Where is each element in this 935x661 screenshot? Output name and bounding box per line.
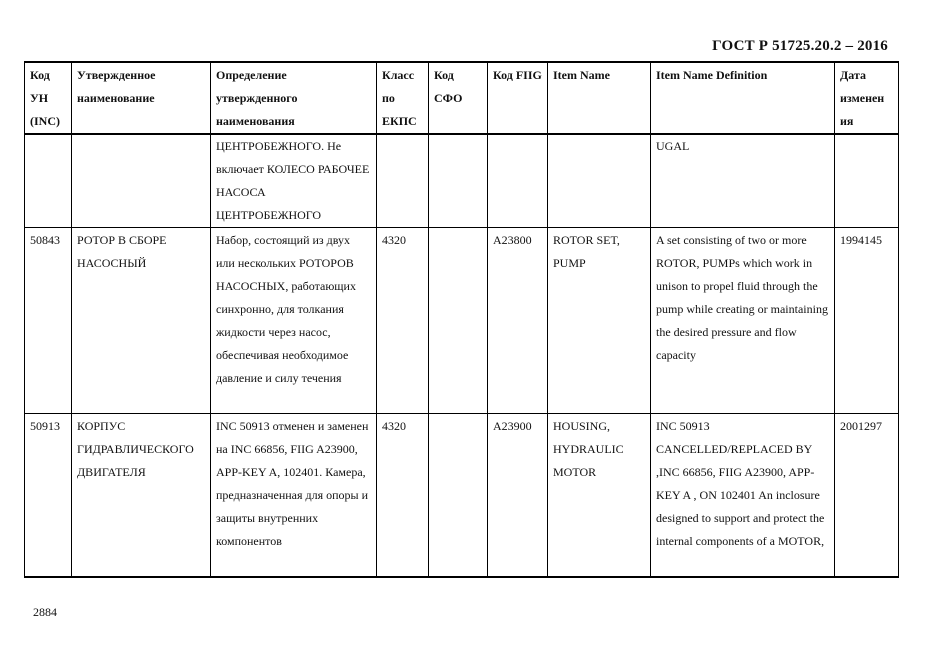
cell-sfo bbox=[429, 414, 488, 578]
table-row bbox=[25, 414, 899, 578]
cell-change-date: 2001297 bbox=[835, 414, 899, 578]
standard-header: ГОСТ Р 51725.20.2 – 2016 bbox=[712, 38, 888, 54]
cell-fiig: A23800 bbox=[488, 228, 548, 414]
col-header-inc: Код УН (INC) bbox=[25, 62, 72, 134]
cell-class: 4320 bbox=[377, 414, 429, 578]
cell-inc: 50913 bbox=[25, 414, 72, 578]
cell-sfo bbox=[429, 134, 488, 228]
cell-definition: INC 50913 отменен и заменен на INC 66856, FIIG A23900, APP-KEY A, 102401. Камера, предназначенная для опоры и защиты внутренних компонентов bbox=[211, 414, 377, 578]
col-header-item-name: Item Name bbox=[548, 62, 651, 134]
cell-item-name-definition: INC 50913 CANCELLED/REPLACED BY ,INC 66856, FIIG A23900, APP-KEY A , ON 102401 An inclosure designed to support and protect the internal components of a MOTOR, bbox=[651, 414, 835, 578]
col-header-definition: Определение утвержденного наименования bbox=[211, 62, 377, 134]
page-number: 2884 bbox=[33, 605, 57, 619]
cell-definition: ЦЕНТРОБЕЖНОГО. Не включает КОЛЕСО РАБОЧЕЕ НАСОСА ЦЕНТРОБЕЖНОГО bbox=[211, 134, 377, 228]
cell-class bbox=[377, 134, 429, 228]
cell-sfo bbox=[429, 228, 488, 414]
cell-approved-name bbox=[72, 134, 211, 228]
cell-change-date: 1994145 bbox=[835, 228, 899, 414]
cell-change-date bbox=[835, 134, 899, 228]
col-header-item-name-definition: Item Name Definition bbox=[651, 62, 835, 134]
cell-inc bbox=[25, 134, 72, 228]
cell-item-name: ROTOR SET, PUMP bbox=[548, 228, 651, 414]
col-header-approved-name: Утвержденное наименование bbox=[72, 62, 211, 134]
cell-approved-name: КОРПУС ГИДРАВЛИЧЕСКОГО ДВИГАТЕЛЯ bbox=[72, 414, 211, 578]
cell-approved-name: РОТОР В СБОРЕ НАСОСНЫЙ bbox=[72, 228, 211, 414]
table-row bbox=[25, 228, 899, 414]
table-header-row bbox=[25, 62, 899, 134]
cell-fiig bbox=[488, 134, 548, 228]
cell-item-name bbox=[548, 134, 651, 228]
col-header-fiig: Код FIIG bbox=[488, 62, 548, 134]
nomenclature-table bbox=[24, 61, 899, 578]
table-row bbox=[25, 134, 899, 228]
cell-inc: 50843 bbox=[25, 228, 72, 414]
cell-class: 4320 bbox=[377, 228, 429, 414]
cell-fiig: A23900 bbox=[488, 414, 548, 578]
cell-item-name: HOUSING, HYDRAULIC MOTOR bbox=[548, 414, 651, 578]
cell-item-name-definition: A set consisting of two or more ROTOR, PUMPs which work in unison to propel fluid through the pump while creating or maintaining the desired pressure and flow capacity bbox=[651, 228, 835, 414]
cell-item-name-definition: UGAL bbox=[651, 134, 835, 228]
col-header-change-date: Дата изменен ия bbox=[835, 62, 899, 134]
col-header-class: Класс по ЕКПС bbox=[377, 62, 429, 134]
cell-definition: Набор, состоящий из двух или нескольких РОТОРОВ НАСОСНЫХ, работающих синхронно, для толкания жидкости через насос, обеспечивая необходимое давление и силу течения bbox=[211, 228, 377, 414]
col-header-sfo: Код СФО bbox=[429, 62, 488, 134]
